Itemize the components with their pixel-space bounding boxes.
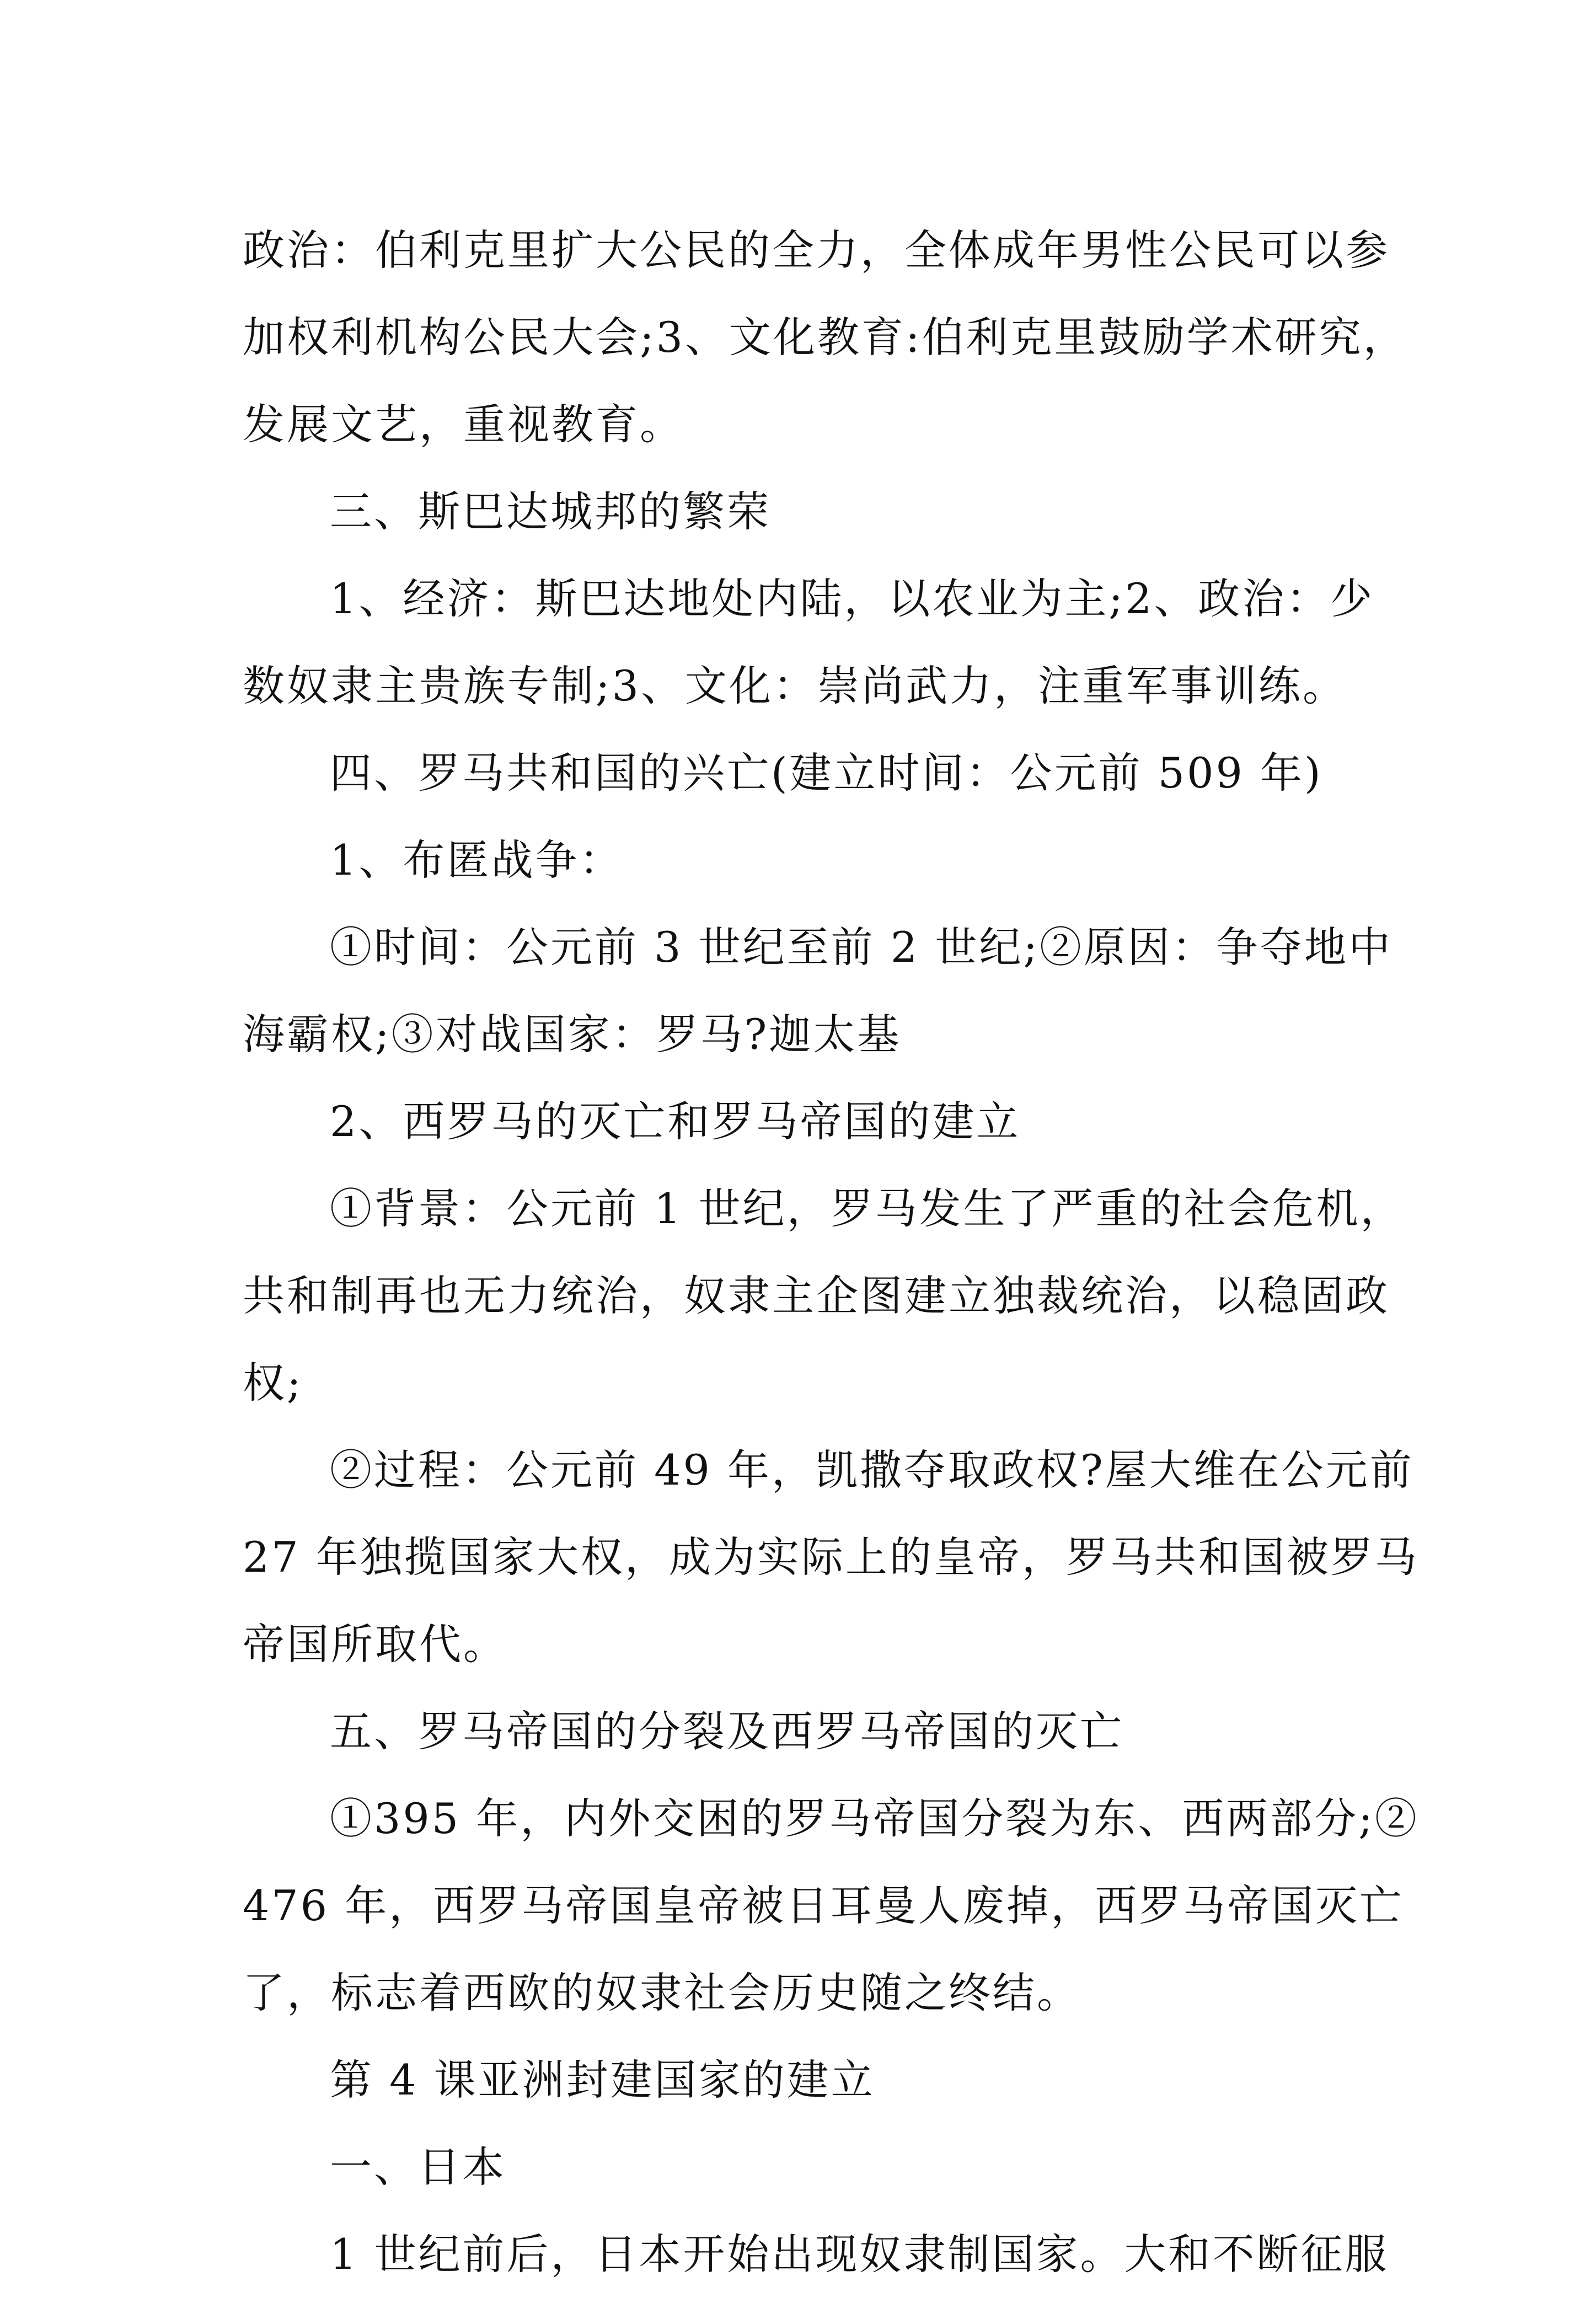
text-line: 政治：伯利克里扩大公民的全力，全体成年男性公民可以参: [243, 226, 1390, 275]
text-line: ①背景：公元前 1 世纪，罗马发生了严重的社会危机，: [330, 1184, 1405, 1233]
subsection-heading: 2、西罗马的灭亡和罗马帝国的建立: [330, 1097, 1021, 1146]
text-line: 1、经济：斯巴达地处内陆，以农业为主;2、政治：少: [330, 574, 1375, 623]
text-line: 了，标志着西欧的奴隶社会历史随之终结。: [243, 1968, 1081, 2017]
text-line: 共和制再也无力统治，奴隶主企图建立独裁统治，以稳固政: [243, 1271, 1390, 1320]
text-line: 发展文艺，重视教育。: [243, 400, 684, 449]
document-body: [243, 207, 1419, 2298]
text-line: 476 年，西罗马帝国皇帝被日耳曼人废掉，西罗马帝国灭亡: [243, 1881, 1404, 1930]
text-line: ①395 年，内外交困的罗马帝国分裂为东、西两部分;②: [330, 1794, 1419, 1843]
section-heading: 一、日本: [330, 2142, 506, 2192]
text-line: 27 年独揽国家大权，成为实际上的皇帝，罗马共和国被罗马: [243, 1533, 1419, 1582]
text-line: 数奴隶主贵族专制;3、文化：崇尚武力，注重军事训练。: [243, 661, 1347, 710]
lesson-heading: 第 4 课亚洲封建国家的建立: [330, 2055, 875, 2104]
text-line: 权;: [243, 1358, 303, 1407]
section-heading: 五、罗马帝国的分裂及西罗马帝国的灭亡: [330, 1707, 1124, 1756]
text-line: 帝国所取代。: [243, 1620, 507, 1669]
text-line: 海霸权;③对战国家：罗马?迦太基: [243, 1010, 902, 1059]
subsection-heading: 1、布匿战争：: [330, 835, 624, 885]
text-line: ②过程：公元前 49 年，凯撒夺取政权?屋大维在公元前: [330, 1445, 1414, 1494]
section-heading: 三、斯巴达城邦的繁荣: [330, 487, 771, 536]
section-heading: 四、罗马共和国的兴亡(建立时间：公元前 509 年): [330, 748, 1323, 797]
text-line: ①时间：公元前 3 世纪至前 2 世纪;②原因：争夺地中: [330, 923, 1393, 972]
text-line: 加权利机构公民大会;3、文化教育:伯利克里鼓励学术研究，: [243, 313, 1407, 362]
text-line: 1 世纪前后，日本开始出现奴隶制国家。大和不断征服: [330, 2230, 1389, 2279]
